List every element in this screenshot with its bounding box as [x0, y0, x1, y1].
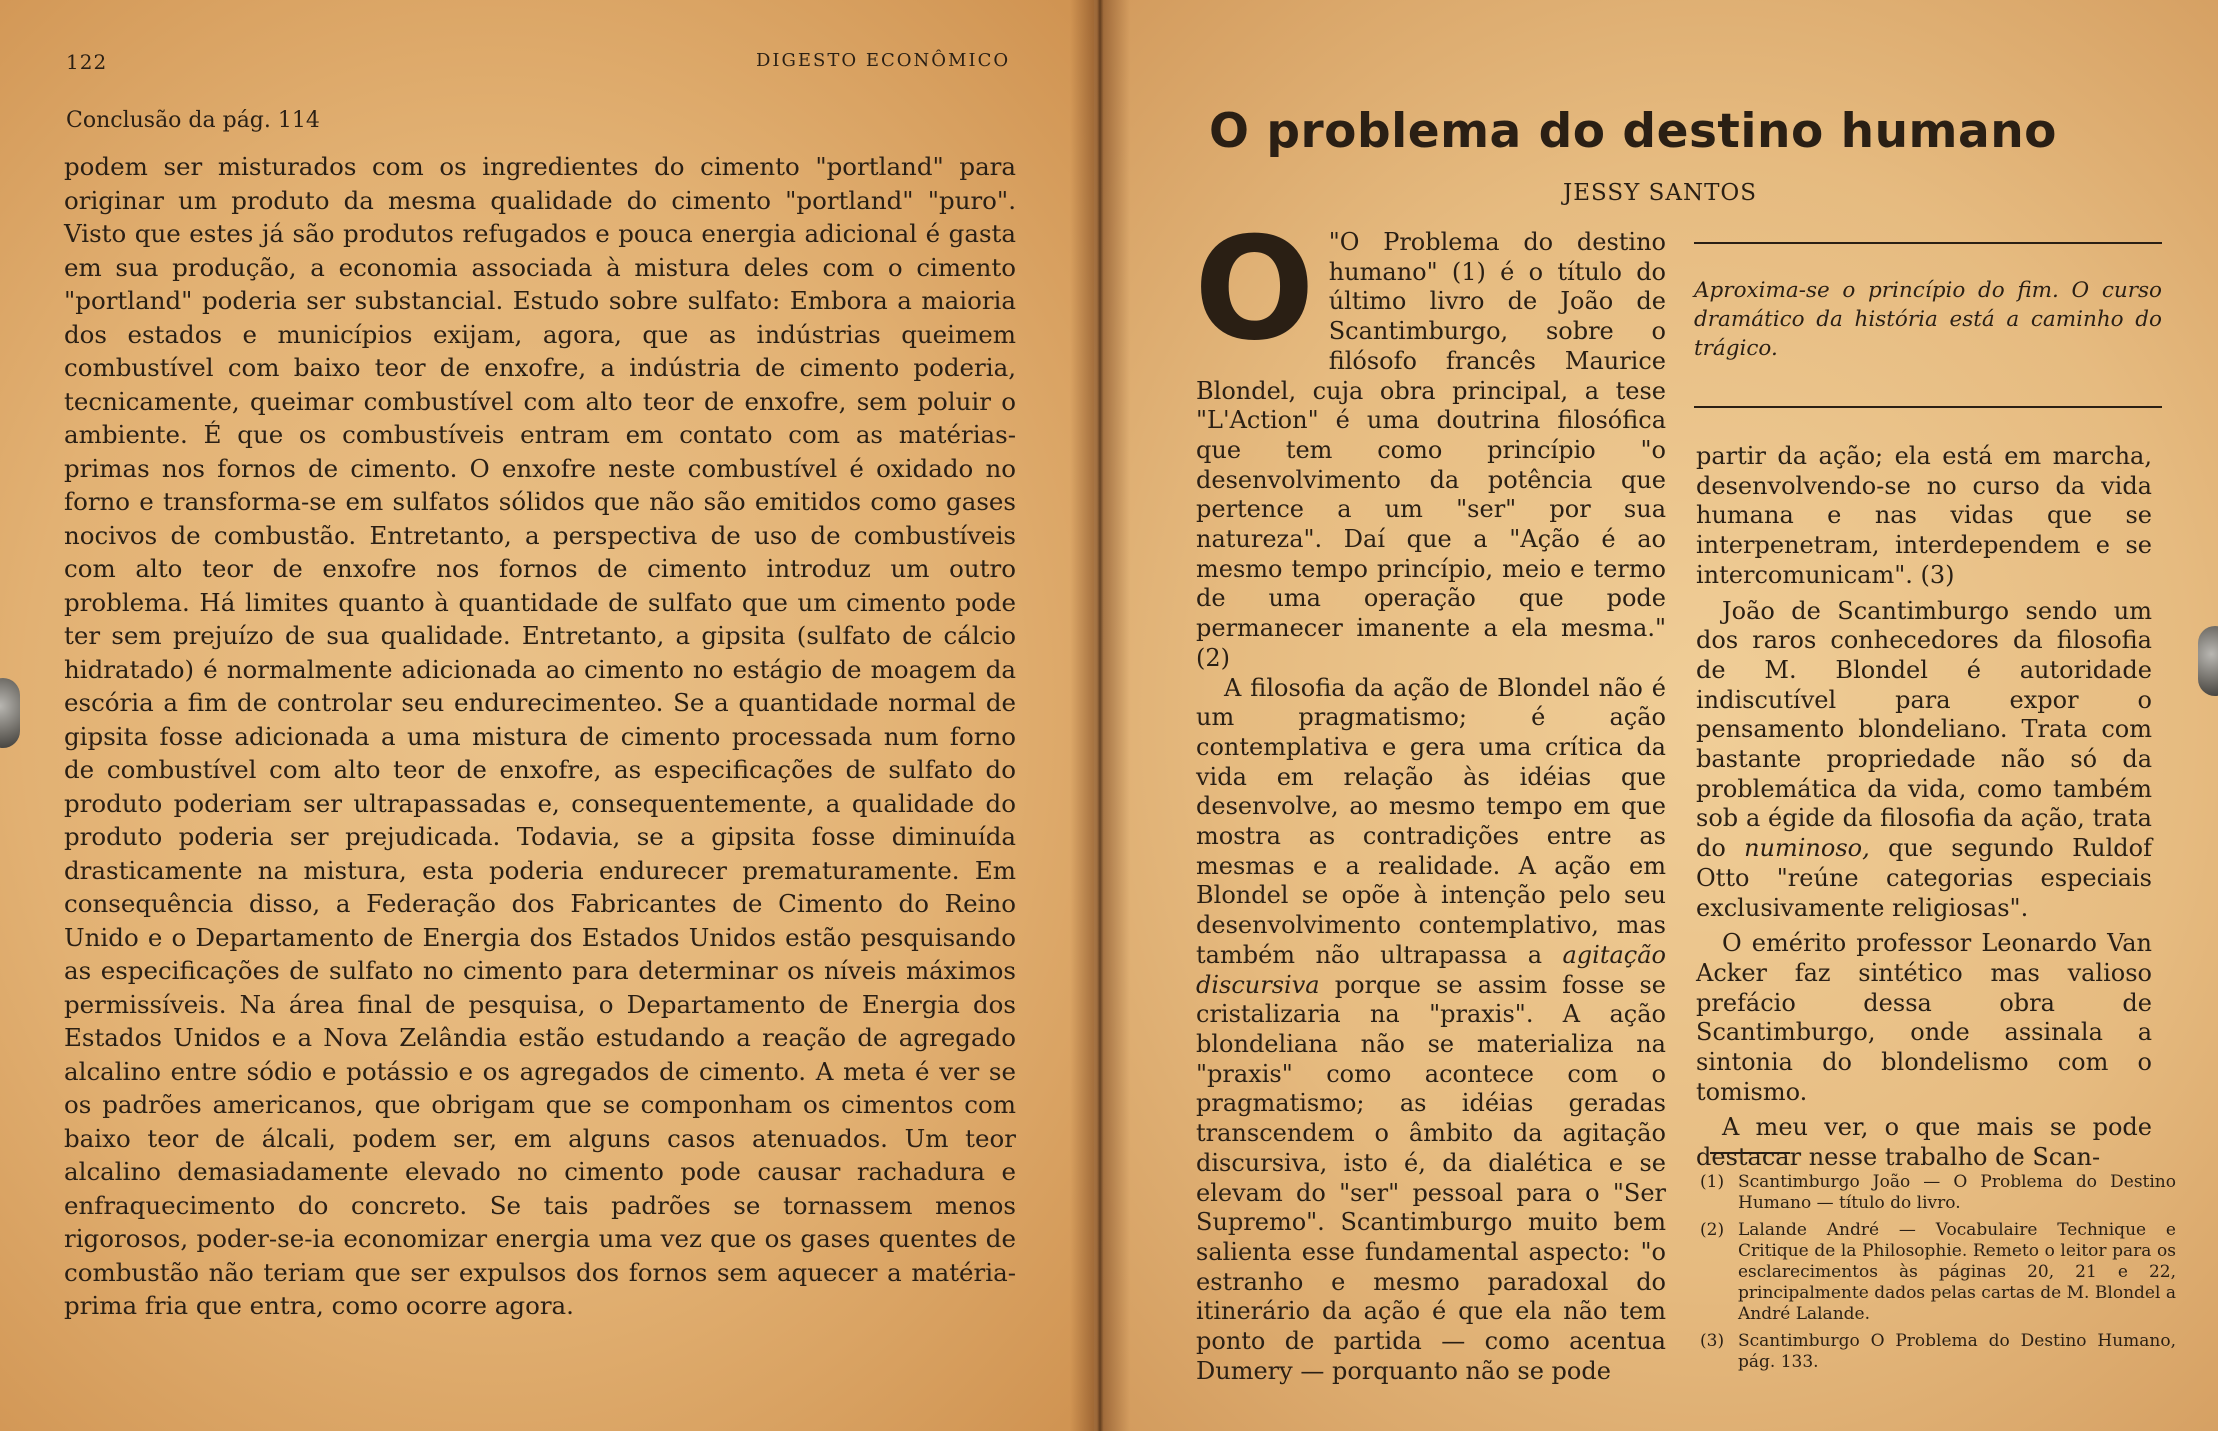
footnote-text: Scantimburgo O Problema do Destino Humano, pág. 133. — [1738, 1331, 2176, 1372]
footnote — [1700, 1172, 2176, 1214]
footnote-rule — [1710, 1152, 1790, 1154]
article-title: O problema do destino humano — [1209, 104, 2057, 159]
continuation-note: Conclusão da pág. 114 — [66, 108, 320, 133]
book-gutter — [1070, 0, 1130, 1431]
paragraph-text: A filosofia da ação de Blondel não é um pragmatismo; é ação contemplativa e gera uma crítica da vida em relação às idéias que desenvolve, ao mesmo tempo em que mostra as contradições entre as mesmas e a realidade. A ação em Blondel se opõe à intenção pelo seu desenvolvimento contemplativo, mas também não ultrapassa a — [1196, 673, 1666, 969]
article-column-2 — [1696, 442, 2152, 1179]
epigraph-rule-bottom — [1694, 406, 2162, 408]
footnote-text: Scantimburgo João — O Problema do Destino Humano — título do livro. — [1738, 1172, 2176, 1213]
binder-clip-left — [0, 678, 20, 748]
paragraph-text: que segundo Ruldof Otto "reúne categorias especiais exclusivamente religiosas". — [1696, 834, 2152, 922]
paragraph: A meu ver, o que mais se pode destacar nesse trabalho de Scan- — [1696, 1113, 2152, 1172]
footnote — [1700, 1220, 2176, 1325]
footnotes — [1700, 1172, 2176, 1379]
paragraph-text: João de Scantimburgo sendo um dos raros conhecedores da filosofia de M. Blondel é autoridade indiscutível para expor o pensamento blondeliano. Trata com bastante propriedade não só da problemática da vida, como também sob a égide da filosofia da ação, trata do — [1696, 596, 2152, 863]
paragraph-text: porque se assim fosse se cristalizaria na "praxis". A ação blondeliana não se materializa na "praxis" como acontece com o pragmatismo; as idéias geradas transcendem o âmbito da agitação discursiva, isto é, da dialética e se elevam do "ser" pessoal para o "Ser Supremo". Scantimburgo muito bem salienta esse fundamental aspecto: "o estranho e mesmo paradoxal do itinerário da ação é que ela não tem ponto de partida — como acentua Dumery — porquanto não se pode — [1196, 970, 1666, 1385]
drop-cap: O — [1194, 207, 1315, 372]
page-number: 122 — [66, 50, 108, 74]
binder-clip-right — [2198, 626, 2218, 696]
article-column-1 — [1194, 207, 1666, 1386]
opening-paragraph-text: "O Problema do destino humano" (1) é o título do último livro de João de Scantimburgo, sobre o filósofo francês Maurice Blondel, cuja obra principal, a tese "L'Action" é uma doutrina filosófica que tem como princípio "o desenvolvimento da potência que pertence a um "ser" por sua natureza". Daí que a "Ação é ao mesmo tempo princípio, meio e termo de uma operação que pode permanecer imanente a ela mesma." (2) — [1196, 228, 1666, 672]
italic-term: numinoso, — [1744, 834, 1870, 863]
article-body-text: podem ser misturados com os ingredientes do cimento "portland" para originar um produto da mesma qualidade do cimento "portland" "puro". Visto que estes já são produtos refugados e pouca energia adicional é gasta em sua produção, a economia associada à mistura deles com o cimento "portland" poderia ser substancial. Estudo sobre sulfato: Embora a maioria dos estados e municípios exijam, agora, que as indústrias queimem combustível com baixo teor de enxofre, a indústria de cimento poderia, tecnicamente, queimar combustível com alto teor de enxofre, sem poluir o ambiente. É que os combustíveis entram em contato com as matérias-primas nos fornos de cimento. O enxofre neste combustível é oxidado no forno e transforma-se em sulfatos sólidos que não são emitidos como gases nocivos de combustão. Entretanto, a perspectiva de uso de combustíveis com alto teor de enxofre nos fornos de cimento introduz um outro problema. Há limites quanto à quantidade de sulfato que um cimento pode ter sem prejuízo de sua qualidade. Entretanto, a gipsita (sulfato de cálcio hidratado) é normalmente adicionada ao cimento no estágio de moagem da escória a fim de controlar seu endurecimenteo. Se a quantidade normal de gipsita fosse adicionada a uma mistura de cimento processada num forno de combustível com alto teor de enxofre, as especificações de sulfato do produto poderiam ser ultrapassadas e, consequentemente, a qualidade do produto poderia ser prejudicada. Todavia, se a gipsita fosse diminuída drasticamente na mistura, esta poderia endurecer prematuramente. Em consequência disso, a Federação dos Fabricantes de Cimento do Reino Unido e o Departamento de Energia dos Estados Unidos estão pesquisando as especificações de sulfato no cimento para determinar os níveis máximos permissíveis. Na área final de pesquisa, o Departamento de Energia dos Estados Unidos e a Nova Zelândia estão estudando a reação de agregado alcalino entre sódio e potássio e os agregados de cimento. A meta é ver se os padrões americanos, que obrigam que se componham os cimentos com baixo teor de álcali, podem ser, em alguns casos atenuados. Um teor alcalino demasiadamente elevado no cimento pode causar rachadura e enfraquecimento do concreto. Se tais padrões se tornassem menos rigorosos, poder-se-ia economizar energia uma vez que os gases quentes de combustão não teriam que ser expulsos dos fornos sem aquecer a matéria-prima fria que entra, como ocorre agora. — [64, 152, 1016, 1320]
italic-term: agitação discursiva — [1196, 940, 1666, 999]
epigraph: Aproxima-se o princípio do fim. O curso dramático da história está a caminho do trágico. — [1694, 278, 2162, 361]
footnote-text: Lalande André — Vocabulaire Technique e Critique de la Philosophie. Remeto o leitor para os esclarecimentos às páginas 20, 21 e 22, principalmente dados pelas cartas de M. Blondel a André Lalande. — [1738, 1220, 2176, 1324]
epigraph-rule-top — [1694, 242, 2162, 244]
opening-paragraph — [1194, 207, 1666, 674]
footnote-number: (1) — [1700, 1172, 1725, 1192]
journal-name: DIGESTO ECONÔMICO — [756, 50, 1011, 71]
footnote-number: (3) — [1700, 1331, 1725, 1351]
paragraph — [1196, 674, 1666, 1387]
footnote — [1700, 1331, 2176, 1373]
paragraph — [1696, 597, 2152, 924]
paragraph: O emérito professor Leonardo Van Acker faz sintético mas valioso prefácio dessa obra de Scantimburgo, onde assinala a sintonia do blondelismo com o tomismo. — [1696, 929, 2152, 1106]
author-byline: JESSY SANTOS — [1562, 180, 1758, 206]
paragraph: partir da ação; ela está em marcha, desenvolvendo-se no curso da vida humana e nas vidas que se interpenetram, interdependem e se intercomunicam". (3) — [1696, 442, 2152, 589]
footnote-number: (2) — [1700, 1220, 1725, 1240]
left-page — [0, 0, 1094, 1431]
